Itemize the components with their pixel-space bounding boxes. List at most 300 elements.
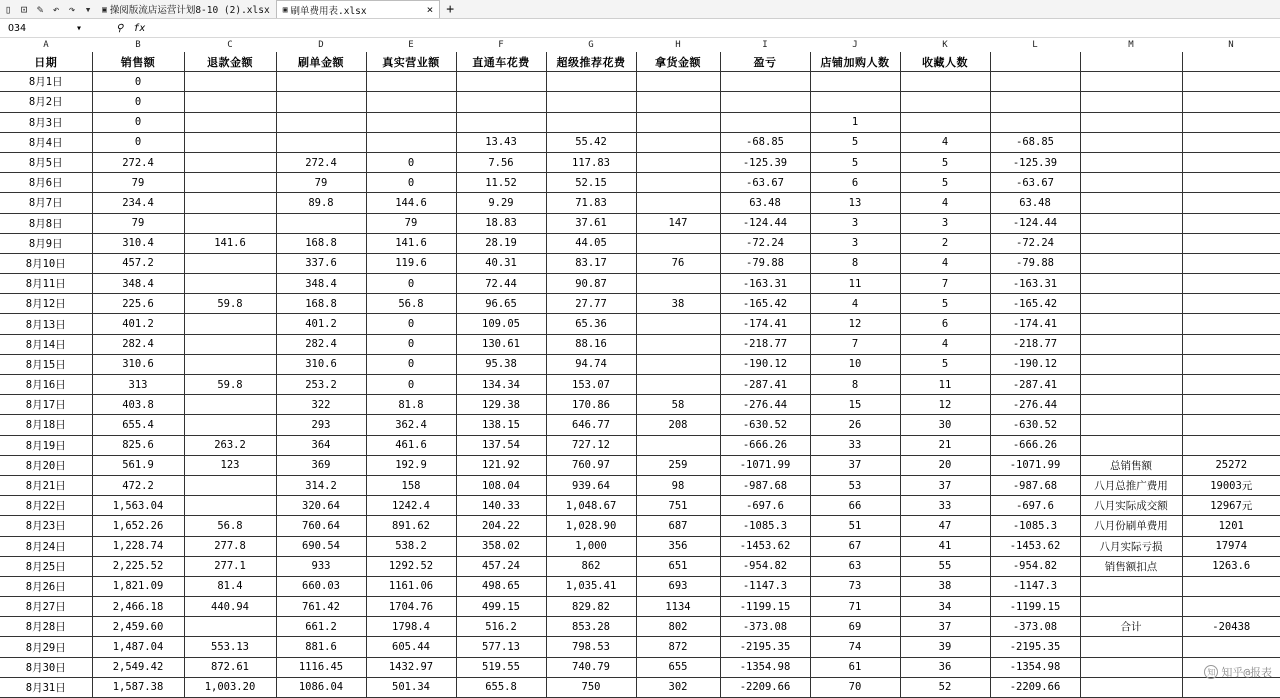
table-cell[interactable]: 1201 xyxy=(1182,516,1280,536)
table-cell[interactable]: 56.8 xyxy=(184,516,276,536)
table-cell[interactable]: 577.13 xyxy=(456,637,546,657)
table-cell[interactable]: 829.82 xyxy=(546,597,636,617)
table-cell[interactable]: -1354.98 xyxy=(990,657,1080,677)
table-cell[interactable]: 38 xyxy=(900,576,990,596)
redo-icon[interactable]: ↷ xyxy=(68,2,76,16)
table-cell[interactable] xyxy=(546,112,636,132)
table-cell[interactable]: 134.34 xyxy=(456,375,546,395)
table-cell[interactable]: 52 xyxy=(900,677,990,697)
table-cell[interactable]: 89.8 xyxy=(276,193,366,213)
table-cell[interactable]: 63.48 xyxy=(990,193,1080,213)
table-cell[interactable]: 25272 xyxy=(1182,455,1280,475)
table-cell[interactable] xyxy=(720,72,810,92)
table-cell[interactable]: -630.52 xyxy=(990,415,1080,435)
table-cell[interactable] xyxy=(1080,253,1182,273)
table-cell[interactable]: 79 xyxy=(92,173,184,193)
table-cell[interactable]: 6 xyxy=(900,314,990,334)
table-cell[interactable]: 4 xyxy=(900,334,990,354)
table-cell[interactable]: 5 xyxy=(810,152,900,172)
table-cell[interactable]: 369 xyxy=(276,455,366,475)
table-cell[interactable]: 403.8 xyxy=(92,395,184,415)
table-cell[interactable]: 12 xyxy=(900,395,990,415)
table-cell[interactable]: -124.44 xyxy=(720,213,810,233)
table-cell[interactable]: 8月13日 xyxy=(0,314,92,334)
table-cell[interactable]: 358.02 xyxy=(456,536,546,556)
table-cell[interactable]: 313 xyxy=(92,375,184,395)
table-cell[interactable] xyxy=(720,92,810,112)
table-cell[interactable]: -190.12 xyxy=(720,354,810,374)
table-cell[interactable]: 362.4 xyxy=(366,415,456,435)
table-cell[interactable]: 20 xyxy=(900,455,990,475)
table-cell[interactable]: 561.9 xyxy=(92,455,184,475)
table-cell[interactable]: 5 xyxy=(900,354,990,374)
table-cell[interactable]: 95.38 xyxy=(456,354,546,374)
table-cell[interactable] xyxy=(636,233,720,253)
column-header-i[interactable]: I xyxy=(762,40,768,50)
table-cell[interactable]: -666.26 xyxy=(990,435,1080,455)
table-cell[interactable]: -218.77 xyxy=(990,334,1080,354)
table-cell[interactable] xyxy=(810,72,900,92)
table-cell[interactable]: 28.19 xyxy=(456,233,546,253)
column-header-a[interactable]: A xyxy=(43,40,49,50)
table-cell[interactable]: 11 xyxy=(900,375,990,395)
table-cell[interactable] xyxy=(636,112,720,132)
table-cell[interactable]: 1,587.38 xyxy=(92,677,184,697)
table-cell[interactable]: 1704.76 xyxy=(366,597,456,617)
table-cell[interactable]: -287.41 xyxy=(720,375,810,395)
table-cell[interactable]: -165.42 xyxy=(990,294,1080,314)
table-cell[interactable]: -165.42 xyxy=(720,294,810,314)
column-header-j[interactable]: J xyxy=(852,40,858,50)
table-cell[interactable]: 1116.45 xyxy=(276,657,366,677)
table-cell[interactable]: 208 xyxy=(636,415,720,435)
table-cell[interactable] xyxy=(1080,233,1182,253)
table-cell[interactable]: 8月1日 xyxy=(0,72,92,92)
table-cell[interactable]: -125.39 xyxy=(720,152,810,172)
table-cell[interactable]: 8月23日 xyxy=(0,516,92,536)
table-cell[interactable]: 401.2 xyxy=(276,314,366,334)
table-cell[interactable]: 7 xyxy=(900,274,990,294)
table-cell[interactable]: 8月4日 xyxy=(0,132,92,152)
table-cell[interactable] xyxy=(1080,657,1182,677)
table-cell[interactable]: -163.31 xyxy=(990,274,1080,294)
table-cell[interactable]: -72.24 xyxy=(720,233,810,253)
table-cell[interactable] xyxy=(184,334,276,354)
table-cell[interactable] xyxy=(276,112,366,132)
column-header-d[interactable]: D xyxy=(318,40,324,50)
table-cell[interactable]: 55 xyxy=(900,556,990,576)
table-cell[interactable]: 37 xyxy=(900,617,990,637)
table-cell[interactable] xyxy=(720,112,810,132)
table-cell[interactable]: 498.65 xyxy=(456,576,546,596)
table-cell[interactable]: -1354.98 xyxy=(720,657,810,677)
table-cell[interactable]: 8月2日 xyxy=(0,92,92,112)
table-cell[interactable]: 1,652.26 xyxy=(92,516,184,536)
table-cell[interactable]: 310.6 xyxy=(276,354,366,374)
table-cell[interactable]: 94.74 xyxy=(546,354,636,374)
table-cell[interactable]: 499.15 xyxy=(456,597,546,617)
table-cell[interactable] xyxy=(636,435,720,455)
table-cell[interactable] xyxy=(184,152,276,172)
table-cell[interactable]: 33 xyxy=(900,496,990,516)
table-cell[interactable]: -174.41 xyxy=(990,314,1080,334)
table-cell[interactable] xyxy=(184,193,276,213)
table-cell[interactable]: 81.8 xyxy=(366,395,456,415)
table-cell[interactable]: -190.12 xyxy=(990,354,1080,374)
table-cell[interactable]: 53 xyxy=(810,475,900,495)
table-cell[interactable]: 1,228.74 xyxy=(92,536,184,556)
header-cell[interactable] xyxy=(1182,52,1280,72)
table-cell[interactable]: 5 xyxy=(900,152,990,172)
table-cell[interactable]: 123 xyxy=(184,455,276,475)
chevron-down-icon[interactable]: ▾ xyxy=(75,22,82,34)
table-cell[interactable]: 8月5日 xyxy=(0,152,92,172)
header-cell[interactable]: 销售额 xyxy=(92,52,184,72)
table-cell[interactable]: 83.17 xyxy=(546,253,636,273)
table-cell[interactable]: 44.05 xyxy=(546,233,636,253)
table-cell[interactable]: 660.03 xyxy=(276,576,366,596)
table-cell[interactable]: 8月19日 xyxy=(0,435,92,455)
table-cell[interactable]: 1,003.20 xyxy=(184,677,276,697)
table-cell[interactable]: 15 xyxy=(810,395,900,415)
table-cell[interactable]: 0 xyxy=(366,173,456,193)
table-cell[interactable] xyxy=(1080,294,1182,314)
table-cell[interactable]: 63.48 xyxy=(720,193,810,213)
table-cell[interactable]: 693 xyxy=(636,576,720,596)
table-cell[interactable]: 272.4 xyxy=(276,152,366,172)
table-cell[interactable] xyxy=(184,72,276,92)
table-cell[interactable] xyxy=(1182,152,1280,172)
table-cell[interactable] xyxy=(810,92,900,112)
table-cell[interactable]: 655.4 xyxy=(92,415,184,435)
table-cell[interactable]: 282.4 xyxy=(276,334,366,354)
table-cell[interactable]: -697.6 xyxy=(990,496,1080,516)
new-tab-button[interactable]: + xyxy=(446,1,455,17)
column-header-e[interactable]: E xyxy=(408,40,414,50)
table-cell[interactable] xyxy=(276,213,366,233)
table-cell[interactable]: 204.22 xyxy=(456,516,546,536)
table-cell[interactable]: 0 xyxy=(92,132,184,152)
column-header-l[interactable]: L xyxy=(1032,40,1038,50)
table-cell[interactable]: -174.41 xyxy=(720,314,810,334)
table-cell[interactable]: -1071.99 xyxy=(990,455,1080,475)
header-cell[interactable]: 收藏人数 xyxy=(900,52,990,72)
table-cell[interactable]: 168.8 xyxy=(276,294,366,314)
table-cell[interactable]: 37 xyxy=(810,455,900,475)
table-cell[interactable]: 11.52 xyxy=(456,173,546,193)
table-cell[interactable]: 872 xyxy=(636,637,720,657)
table-cell[interactable]: 933 xyxy=(276,556,366,576)
table-cell[interactable]: -954.82 xyxy=(990,556,1080,576)
table-cell[interactable] xyxy=(456,72,546,92)
column-header-h[interactable]: H xyxy=(675,40,681,50)
table-cell[interactable]: 59.8 xyxy=(184,294,276,314)
table-cell[interactable] xyxy=(900,72,990,92)
table-cell[interactable]: 37.61 xyxy=(546,213,636,233)
table-cell[interactable]: 8月10日 xyxy=(0,253,92,273)
table-cell[interactable]: 8月15日 xyxy=(0,354,92,374)
table-cell[interactable]: 41 xyxy=(900,536,990,556)
table-cell[interactable]: 3 xyxy=(810,233,900,253)
table-cell[interactable]: -1453.62 xyxy=(990,536,1080,556)
table-cell[interactable] xyxy=(636,274,720,294)
table-cell[interactable]: 472.2 xyxy=(92,475,184,495)
table-cell[interactable]: 55.42 xyxy=(546,132,636,152)
table-cell[interactable]: 合计 xyxy=(1080,617,1182,637)
table-cell[interactable]: 138.15 xyxy=(456,415,546,435)
table-cell[interactable]: -697.6 xyxy=(720,496,810,516)
table-cell[interactable]: 9.29 xyxy=(456,193,546,213)
table-cell[interactable]: 147 xyxy=(636,213,720,233)
table-cell[interactable]: 891.62 xyxy=(366,516,456,536)
close-tab-icon[interactable]: × xyxy=(426,3,434,16)
table-cell[interactable]: 5 xyxy=(900,294,990,314)
table-cell[interactable]: 八月实际亏损 xyxy=(1080,536,1182,556)
table-cell[interactable]: 8月8日 xyxy=(0,213,92,233)
table-cell[interactable]: 7 xyxy=(810,334,900,354)
save-icon[interactable]: ⊡ xyxy=(20,2,28,16)
table-cell[interactable]: 65.36 xyxy=(546,314,636,334)
table-cell[interactable]: 234.4 xyxy=(92,193,184,213)
table-cell[interactable]: 0 xyxy=(92,92,184,112)
table-cell[interactable]: 销售额扣点 xyxy=(1080,556,1182,576)
table-cell[interactable]: 655.8 xyxy=(456,677,546,697)
table-cell[interactable] xyxy=(184,92,276,112)
table-cell[interactable]: 21 xyxy=(900,435,990,455)
table-cell[interactable]: 119.6 xyxy=(366,253,456,273)
table-cell[interactable]: 51 xyxy=(810,516,900,536)
table-cell[interactable]: 655 xyxy=(636,657,720,677)
header-cell[interactable]: 拿货金额 xyxy=(636,52,720,72)
table-cell[interactable]: 8月14日 xyxy=(0,334,92,354)
table-cell[interactable]: 553.13 xyxy=(184,637,276,657)
table-cell[interactable] xyxy=(1080,72,1182,92)
table-cell[interactable] xyxy=(366,112,456,132)
table-cell[interactable]: 八月总推广费用 xyxy=(1080,475,1182,495)
table-cell[interactable]: 11 xyxy=(810,274,900,294)
table-cell[interactable]: 8月24日 xyxy=(0,536,92,556)
table-cell[interactable]: 8月7日 xyxy=(0,193,92,213)
dropdown-icon[interactable]: ▾ xyxy=(84,2,92,16)
table-cell[interactable]: 302 xyxy=(636,677,720,697)
table-cell[interactable]: 457.24 xyxy=(456,556,546,576)
table-cell[interactable] xyxy=(636,173,720,193)
table-cell[interactable]: 168.8 xyxy=(276,233,366,253)
table-cell[interactable]: 8月3日 xyxy=(0,112,92,132)
table-cell[interactable]: -72.24 xyxy=(990,233,1080,253)
table-cell[interactable]: 40.31 xyxy=(456,253,546,273)
table-cell[interactable]: -68.85 xyxy=(720,132,810,152)
table-cell[interactable]: 440.94 xyxy=(184,597,276,617)
table-cell[interactable]: 7.56 xyxy=(456,152,546,172)
table-cell[interactable]: 2,549.42 xyxy=(92,657,184,677)
table-cell[interactable] xyxy=(1182,395,1280,415)
table-cell[interactable] xyxy=(184,617,276,637)
table-cell[interactable] xyxy=(636,92,720,112)
table-cell[interactable] xyxy=(546,92,636,112)
table-cell[interactable]: 88.16 xyxy=(546,334,636,354)
table-cell[interactable] xyxy=(1182,435,1280,455)
table-cell[interactable] xyxy=(990,112,1080,132)
table-cell[interactable]: 192.9 xyxy=(366,455,456,475)
table-cell[interactable]: -630.52 xyxy=(720,415,810,435)
table-cell[interactable]: -276.44 xyxy=(990,395,1080,415)
table-cell[interactable]: 59.8 xyxy=(184,375,276,395)
table-cell[interactable]: 4 xyxy=(900,132,990,152)
table-cell[interactable]: -63.67 xyxy=(990,173,1080,193)
header-cell[interactable]: 店铺加购人数 xyxy=(810,52,900,72)
table-cell[interactable]: -63.67 xyxy=(720,173,810,193)
table-cell[interactable]: 8月20日 xyxy=(0,455,92,475)
column-header-k[interactable]: K xyxy=(942,40,948,50)
table-cell[interactable]: 0 xyxy=(366,375,456,395)
table-cell[interactable]: 8月17日 xyxy=(0,395,92,415)
table-cell[interactable]: 71 xyxy=(810,597,900,617)
table-cell[interactable]: 140.33 xyxy=(456,496,546,516)
table-cell[interactable]: 4 xyxy=(810,294,900,314)
table-cell[interactable]: 8月12日 xyxy=(0,294,92,314)
table-cell[interactable]: -276.44 xyxy=(720,395,810,415)
table-cell[interactable] xyxy=(1080,334,1182,354)
table-cell[interactable]: -287.41 xyxy=(990,375,1080,395)
table-cell[interactable]: -124.44 xyxy=(990,213,1080,233)
table-cell[interactable] xyxy=(1182,274,1280,294)
table-cell[interactable]: 293 xyxy=(276,415,366,435)
table-cell[interactable]: -373.08 xyxy=(720,617,810,637)
table-cell[interactable]: 0 xyxy=(366,152,456,172)
table-cell[interactable] xyxy=(1182,132,1280,152)
table-cell[interactable]: 108.04 xyxy=(456,475,546,495)
table-cell[interactable] xyxy=(276,132,366,152)
table-cell[interactable]: 8 xyxy=(810,375,900,395)
table-cell[interactable]: 八月实际成交额 xyxy=(1080,496,1182,516)
header-cell[interactable] xyxy=(1080,52,1182,72)
header-cell[interactable]: 盈亏 xyxy=(720,52,810,72)
table-cell[interactable] xyxy=(1080,173,1182,193)
table-cell[interactable]: 71.83 xyxy=(546,193,636,213)
table-cell[interactable]: 26 xyxy=(810,415,900,435)
tab-workbook-1[interactable] xyxy=(96,1,276,17)
table-cell[interactable]: 8月16日 xyxy=(0,375,92,395)
table-cell[interactable]: 825.6 xyxy=(92,435,184,455)
table-cell[interactable]: 34 xyxy=(900,597,990,617)
table-cell[interactable]: 1,563.04 xyxy=(92,496,184,516)
table-cell[interactable]: 98 xyxy=(636,475,720,495)
table-cell[interactable]: 939.64 xyxy=(546,475,636,495)
table-cell[interactable]: -163.31 xyxy=(720,274,810,294)
table-cell[interactable]: -2195.35 xyxy=(720,637,810,657)
table-cell[interactable] xyxy=(900,112,990,132)
table-cell[interactable] xyxy=(276,72,366,92)
table-cell[interactable] xyxy=(1080,132,1182,152)
table-cell[interactable] xyxy=(636,193,720,213)
table-cell[interactable]: 277.1 xyxy=(184,556,276,576)
table-cell[interactable]: 760.97 xyxy=(546,455,636,475)
table-cell[interactable]: -20438 xyxy=(1182,617,1280,637)
table-cell[interactable]: 12967元 xyxy=(1182,496,1280,516)
table-cell[interactable] xyxy=(1080,597,1182,617)
column-header-c[interactable]: C xyxy=(227,40,233,50)
header-cell[interactable]: 退款金额 xyxy=(184,52,276,72)
table-cell[interactable]: -1085.3 xyxy=(990,516,1080,536)
table-cell[interactable] xyxy=(366,92,456,112)
table-cell[interactable] xyxy=(456,112,546,132)
table-cell[interactable]: 760.64 xyxy=(276,516,366,536)
table-cell[interactable] xyxy=(1080,193,1182,213)
table-cell[interactable]: 17974 xyxy=(1182,536,1280,556)
table-cell[interactable]: 1,821.09 xyxy=(92,576,184,596)
table-cell[interactable]: 96.65 xyxy=(456,294,546,314)
table-cell[interactable]: 750 xyxy=(546,677,636,697)
table-cell[interactable]: -1453.62 xyxy=(720,536,810,556)
table-cell[interactable]: 8月28日 xyxy=(0,617,92,637)
table-cell[interactable]: -1147.3 xyxy=(990,576,1080,596)
table-cell[interactable] xyxy=(1182,253,1280,273)
table-cell[interactable]: 81.4 xyxy=(184,576,276,596)
table-cell[interactable]: 8月30日 xyxy=(0,657,92,677)
table-cell[interactable] xyxy=(366,132,456,152)
table-cell[interactable]: 130.61 xyxy=(456,334,546,354)
table-cell[interactable]: 348.4 xyxy=(276,274,366,294)
table-cell[interactable] xyxy=(1080,92,1182,112)
table-cell[interactable]: 38 xyxy=(636,294,720,314)
table-cell[interactable]: 8月22日 xyxy=(0,496,92,516)
table-cell[interactable]: 74 xyxy=(810,637,900,657)
table-cell[interactable]: 2,466.18 xyxy=(92,597,184,617)
table-cell[interactable]: 751 xyxy=(636,496,720,516)
table-cell[interactable]: 401.2 xyxy=(92,314,184,334)
table-cell[interactable] xyxy=(184,475,276,495)
table-cell[interactable]: 121.92 xyxy=(456,455,546,475)
table-cell[interactable]: 69 xyxy=(810,617,900,637)
table-cell[interactable]: 58 xyxy=(636,395,720,415)
table-cell[interactable]: 1161.06 xyxy=(366,576,456,596)
table-cell[interactable]: -2209.66 xyxy=(990,677,1080,697)
table-cell[interactable]: 12 xyxy=(810,314,900,334)
table-cell[interactable]: 73 xyxy=(810,576,900,596)
table-cell[interactable]: 1798.4 xyxy=(366,617,456,637)
table-cell[interactable] xyxy=(1182,677,1280,697)
table-cell[interactable] xyxy=(1182,173,1280,193)
table-cell[interactable] xyxy=(184,354,276,374)
table-cell[interactable]: 76 xyxy=(636,253,720,273)
table-cell[interactable]: 646.77 xyxy=(546,415,636,435)
table-cell[interactable] xyxy=(900,92,990,112)
table-cell[interactable]: 320.64 xyxy=(276,496,366,516)
table-cell[interactable]: 8月9日 xyxy=(0,233,92,253)
table-cell[interactable]: 4 xyxy=(900,193,990,213)
zoom-icon[interactable]: ⚲ xyxy=(116,22,124,34)
table-cell[interactable]: 8月6日 xyxy=(0,173,92,193)
table-cell[interactable] xyxy=(1182,92,1280,112)
table-cell[interactable]: 1242.4 xyxy=(366,496,456,516)
table-cell[interactable]: 3 xyxy=(810,213,900,233)
table-cell[interactable] xyxy=(1080,274,1182,294)
table-cell[interactable]: 1,487.04 xyxy=(92,637,184,657)
header-cell[interactable]: 真实营业额 xyxy=(366,52,456,72)
table-cell[interactable]: -1199.15 xyxy=(990,597,1080,617)
table-cell[interactable]: 8月29日 xyxy=(0,637,92,657)
table-cell[interactable]: 8月27日 xyxy=(0,597,92,617)
table-cell[interactable]: 277.8 xyxy=(184,536,276,556)
table-cell[interactable] xyxy=(1080,112,1182,132)
table-cell[interactable] xyxy=(1182,233,1280,253)
table-cell[interactable]: 0 xyxy=(92,72,184,92)
table-cell[interactable]: 137.54 xyxy=(456,435,546,455)
table-cell[interactable]: 30 xyxy=(900,415,990,435)
table-cell[interactable] xyxy=(1080,314,1182,334)
table-cell[interactable]: 651 xyxy=(636,556,720,576)
